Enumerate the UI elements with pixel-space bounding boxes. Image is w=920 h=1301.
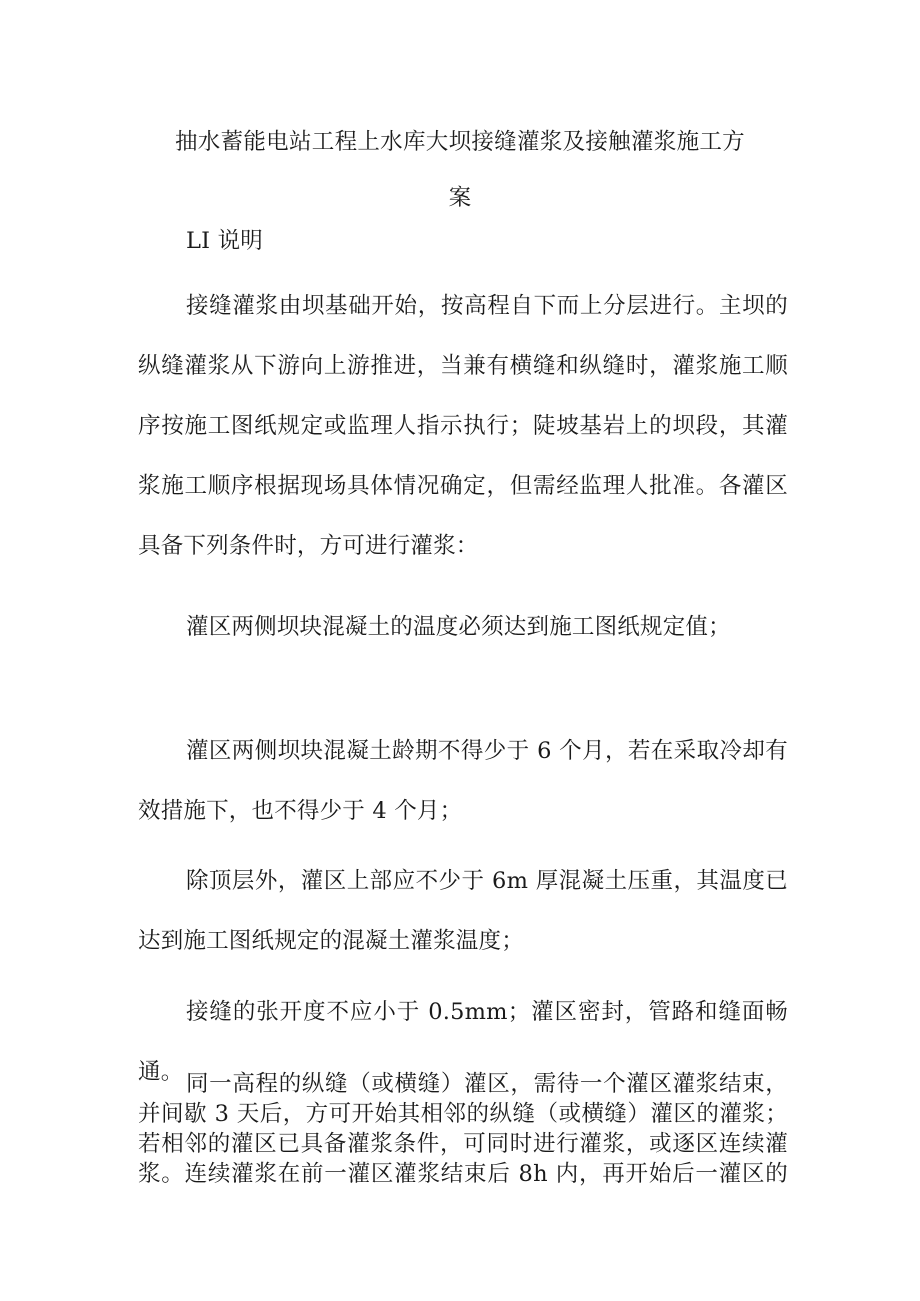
paragraph-6 bbox=[138, 1069, 788, 1189]
paragraph-3 bbox=[138, 721, 788, 841]
paragraph-4 bbox=[138, 851, 788, 971]
paragraph-2 bbox=[138, 597, 788, 657]
paragraph-1 bbox=[138, 276, 788, 576]
paragraph-line: 并间歇 3 天后，方可开始其相邻的纵缝（或横缝）灌区的灌浆； bbox=[138, 1101, 788, 1127]
paragraph-line: 浆。连续灌浆在前一灌区灌浆结束后 8h 内，再开始后一灌区的 bbox=[138, 1161, 788, 1187]
paragraph-line: 接缝的张开度不应小于 0.5mm；灌区密封，管路和缝面畅通。 bbox=[138, 999, 788, 1085]
document-title bbox=[140, 114, 780, 226]
paragraph-line: 序按施工图纸规定或监理人指示执行；陡坡基岩上的坝段，其灌 bbox=[138, 413, 788, 439]
section-heading: LI 说明 bbox=[186, 228, 263, 254]
paragraph-line: 纵缝灌浆从下游向上游推进，当兼有横缝和纵缝时，灌浆施工顺 bbox=[138, 353, 788, 379]
paragraph-line: 灌区两侧坝块混凝土的温度必须达到施工图纸规定值； bbox=[186, 614, 731, 640]
paragraph-line: 同一高程的纵缝（或横缝）灌区，需待一个灌区灌浆结束， bbox=[186, 1071, 788, 1097]
title-line-1: 抽水蓄能电站工程上水库大坝接缝灌浆及接触灌浆施工方 bbox=[174, 129, 745, 155]
paragraph-line: 达到施工图纸规定的混凝土灌浆温度； bbox=[138, 928, 524, 954]
paragraph-line: 效措施下，也不得少于 4 个月； bbox=[138, 798, 463, 824]
paragraph-line: 浆施工顺序根据现场具体情况确定，但需经监理人批准。各灌区 bbox=[138, 473, 788, 499]
paragraph-line: 若相邻的灌区已具备灌浆条件，可同时进行灌浆，或逐区连续灌 bbox=[138, 1131, 788, 1157]
paragraph-line: 具备下列条件时，方可进行灌浆： bbox=[138, 533, 479, 559]
paragraph-line: 除顶层外，灌区上部应不少于 6m 厚混凝土压重，其温度已 bbox=[186, 868, 788, 894]
title-line-2: 案 bbox=[448, 185, 472, 211]
paragraph-line: 灌区两侧坝块混凝土龄期不得少于 6 个月，若在采取冷却有 bbox=[186, 738, 788, 764]
paragraph-line: 接缝灌浆由坝基础开始，按高程自下而上分层进行。主坝的 bbox=[186, 293, 788, 319]
